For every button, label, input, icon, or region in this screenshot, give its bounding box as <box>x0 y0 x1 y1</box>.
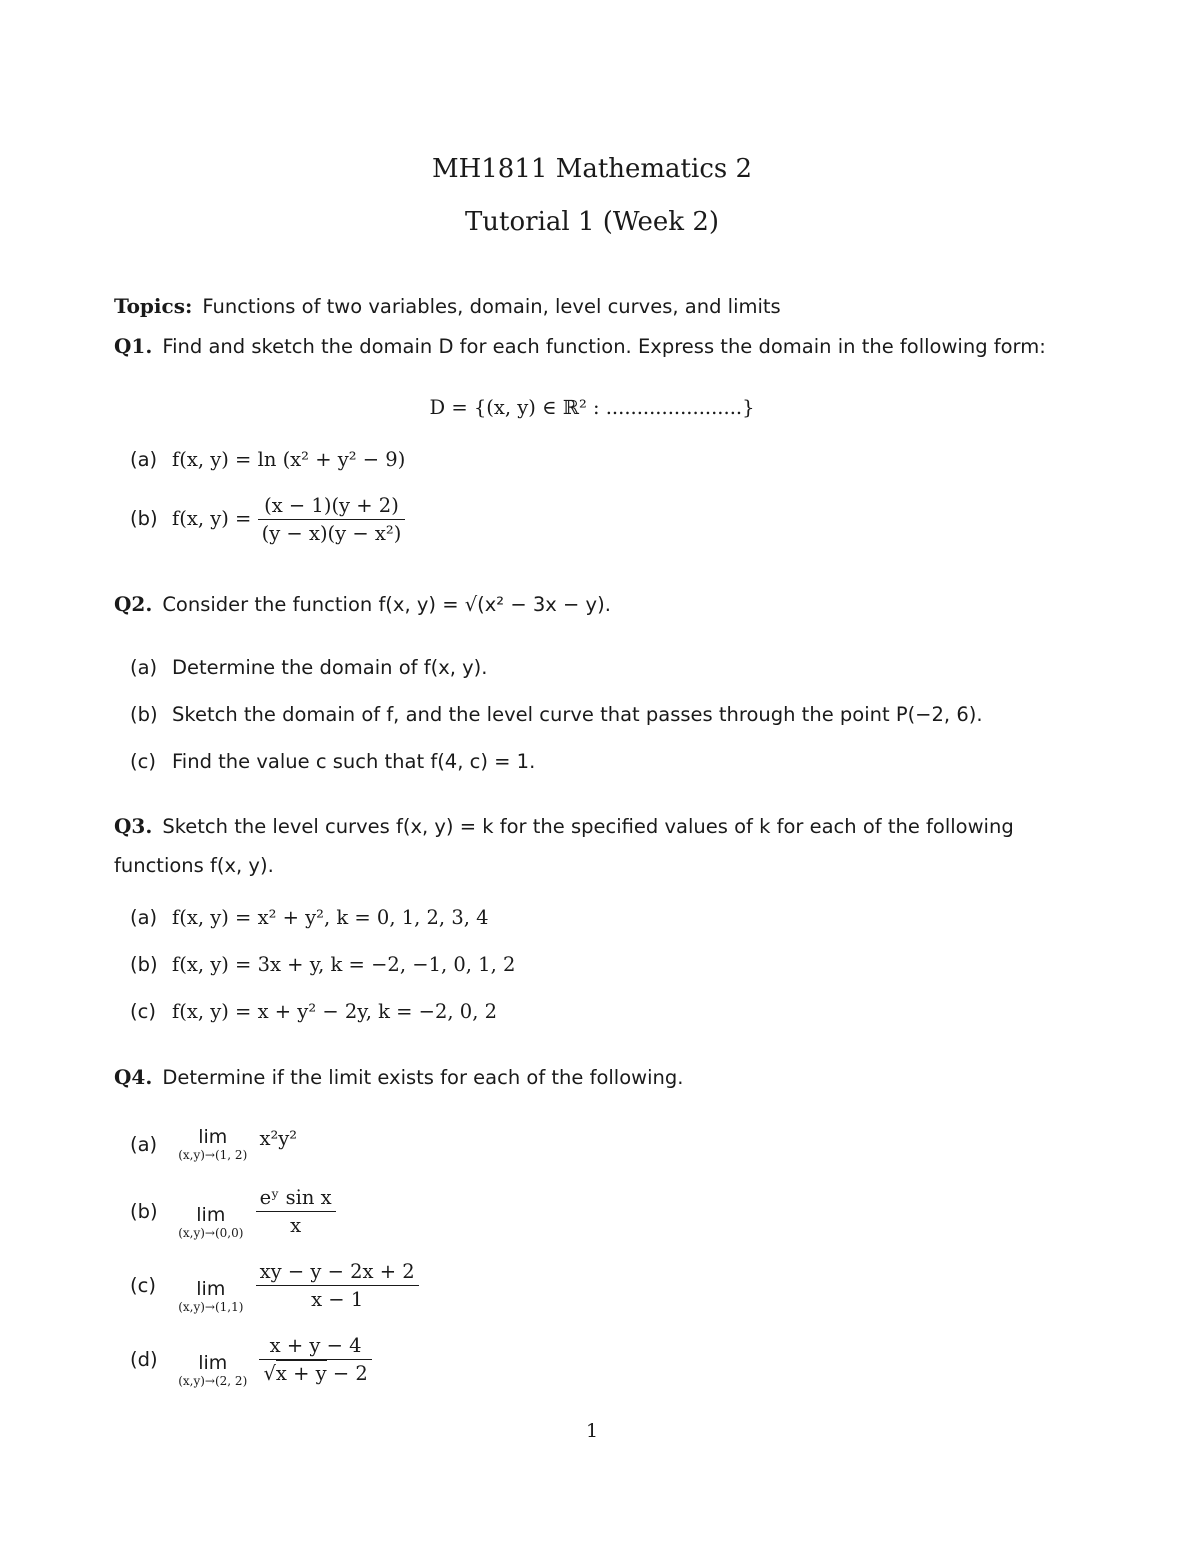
q4b-numerator: eʸ sin x <box>256 1186 336 1212</box>
part-label: (a) <box>130 1132 158 1156</box>
lim-word: lim <box>198 1126 228 1148</box>
q4-part-a <box>130 1126 297 1162</box>
q2-text: Consider the function f(x, y) = √(x² − 3x − y). <box>162 593 611 616</box>
lim-word: lim <box>198 1351 228 1374</box>
q4-prompt <box>114 1065 683 1089</box>
q1-part-a <box>130 448 405 471</box>
q4c-numerator: xy − y − 2x + 2 <box>256 1260 419 1286</box>
q1b-lhs: f(x, y) = <box>172 507 252 530</box>
q4-label: Q4. <box>114 1065 153 1089</box>
q2a-text: Determine the domain of f(x, y). <box>172 656 488 679</box>
lim-word: lim <box>196 1203 226 1226</box>
q3a-expression: f(x, y) = x² + y², k = 0, 1, 2, 3, 4 <box>172 906 489 929</box>
q4a-limit <box>178 1126 247 1162</box>
q2-part-a <box>130 656 487 679</box>
q2-prompt <box>114 592 611 616</box>
q1-domain-form: D = {(x, y) ∈ ℝ² : ......................} <box>429 396 755 419</box>
q4-part-d <box>130 1334 372 1388</box>
q4b-fraction <box>256 1186 336 1237</box>
topics-line <box>114 294 781 318</box>
q3-label: Q3. <box>114 814 153 838</box>
lim-approach: (x,y)→(2, 2) <box>178 1373 248 1388</box>
q3-part-a <box>130 906 489 929</box>
part-label: (b) <box>130 703 158 726</box>
q1-prompt <box>114 334 1046 358</box>
q3-text-line1: Sketch the level curves f(x, y) = k for the specified values of k for each of the following <box>162 815 1014 838</box>
q3-prompt-line2: functions f(x, y). <box>114 854 274 877</box>
q2-part-c <box>130 750 535 773</box>
course-title: MH1811 Mathematics 2 <box>431 154 753 184</box>
tutorial-title: Tutorial 1 (Week 2) <box>464 207 720 237</box>
q3c-expression: f(x, y) = x + y² − 2y, k = −2, 0, 2 <box>172 1000 498 1023</box>
q1b-denominator: (y − x)(y − x²) <box>261 522 402 545</box>
q4d-fraction <box>259 1334 371 1385</box>
q4-part-c <box>130 1260 419 1314</box>
part-label: (a) <box>130 448 158 471</box>
page-number: 1 <box>585 1420 599 1442</box>
q3b-expression: f(x, y) = 3x + y, k = −2, −1, 0, 1, 2 <box>172 953 516 976</box>
q4a-expression: x²y² <box>259 1126 298 1150</box>
q4d-limit <box>178 1352 247 1388</box>
q4b-limit <box>178 1204 243 1240</box>
part-label: (d) <box>130 1348 158 1371</box>
part-label: (b) <box>130 1200 158 1223</box>
q1b-numerator: (x − 1)(y + 2) <box>258 494 406 520</box>
q2-part-b <box>130 703 983 726</box>
q3-part-c <box>130 1000 497 1023</box>
q4c-limit <box>178 1278 243 1314</box>
lim-approach: (x,y)→(1, 2) <box>178 1148 248 1162</box>
part-label: (b) <box>130 507 158 530</box>
q1b-fraction <box>258 494 406 545</box>
q4d-numerator: x + y − 4 <box>259 1334 371 1360</box>
q3-prompt-line1 <box>114 814 1014 838</box>
part-label: (c) <box>130 1274 156 1297</box>
lim-approach: (x,y)→(0,0) <box>178 1225 244 1240</box>
sqrt-icon: √ <box>263 1362 276 1385</box>
q4d-denominator <box>259 1360 371 1385</box>
q1a-expression: f(x, y) = ln (x² + y² − 9) <box>172 448 406 471</box>
q4c-denominator: x − 1 <box>311 1288 364 1311</box>
q4-part-b <box>130 1186 336 1240</box>
q4c-fraction <box>256 1260 419 1311</box>
q1-text: Find and sketch the domain D for each function. Express the domain in the following form: <box>162 335 1046 358</box>
part-label: (b) <box>130 953 158 976</box>
q3-part-b <box>130 953 515 976</box>
q2b-text: Sketch the domain of f, and the level curve that passes through the point P(−2, 6). <box>172 703 983 726</box>
q4d-den-rest: − 2 <box>326 1362 368 1385</box>
part-label: (c) <box>130 750 156 773</box>
q4d-sqrt-radicand: x + y <box>275 1362 327 1385</box>
topics-text: Functions of two variables, domain, level curves, and limits <box>202 295 781 318</box>
part-label: (a) <box>130 656 158 679</box>
q1-label: Q1. <box>114 334 153 358</box>
part-label: (a) <box>130 906 158 929</box>
q4b-denominator: x <box>290 1214 302 1237</box>
q4-text: Determine if the limit exists for each of the following. <box>162 1066 684 1089</box>
q1-part-b <box>130 494 405 545</box>
part-label: (c) <box>130 1000 156 1023</box>
q2-label: Q2. <box>114 592 153 616</box>
lim-word: lim <box>196 1277 226 1300</box>
topics-label: Topics: <box>114 294 193 318</box>
lim-approach: (x,y)→(1,1) <box>178 1299 244 1314</box>
q2c-text: Find the value c such that f(4, c) = 1. <box>172 750 536 773</box>
